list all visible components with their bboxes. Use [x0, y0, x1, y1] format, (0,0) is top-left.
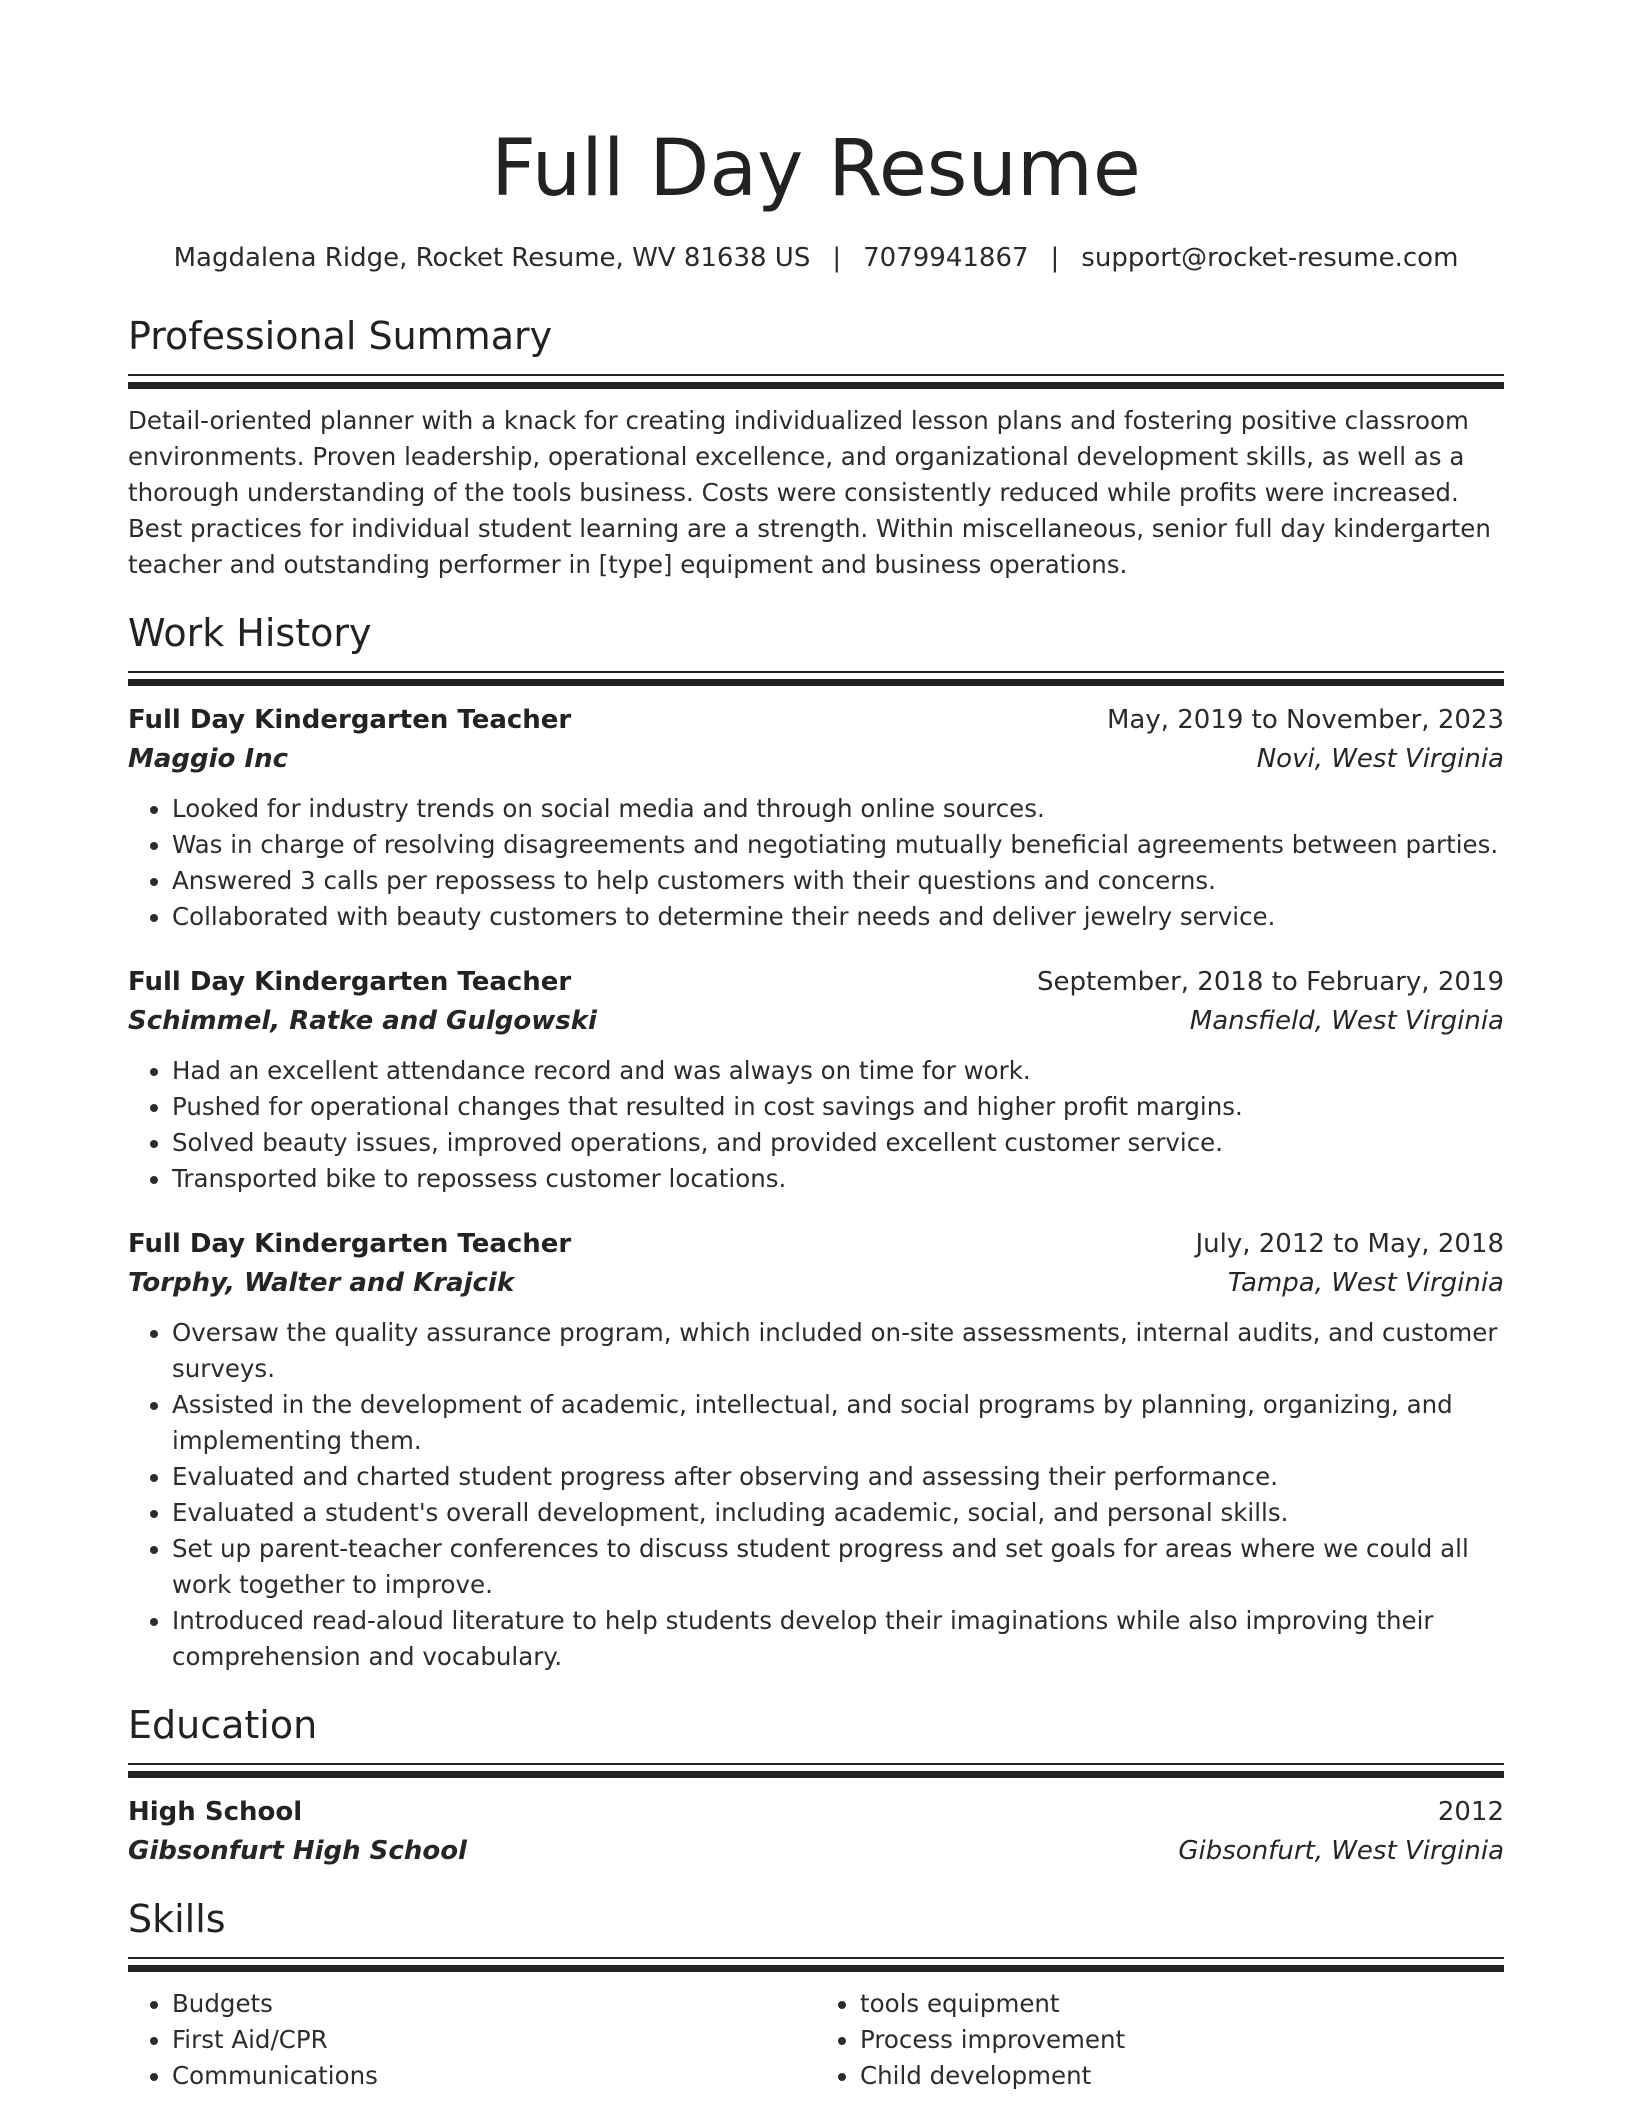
job-dates: July, 2012 to May, 2018 [1195, 1229, 1504, 1259]
contact-phone: 7079941867 [863, 243, 1029, 273]
summary-section [128, 312, 1504, 583]
job-company: Maggio Inc [128, 744, 289, 774]
job-location: Novi, West Virginia [1256, 744, 1504, 774]
job-bullet: • Was in charge of resolving disagreements and negotiating mutually beneficial agreements between parties. [172, 827, 1504, 863]
contact-separator: | [832, 243, 842, 273]
job-bullets [128, 1315, 1504, 1675]
job-dates: September, 2018 to February, 2019 [1037, 967, 1504, 997]
skill-item: • tools equipment [860, 1986, 1504, 2022]
job-bullet: • Collaborated with beauty customers to determine their needs and deliver jewelry service. [172, 899, 1504, 935]
job-bullet: • Evaluated and charted student progress after observing and assessing their performance. [172, 1459, 1504, 1495]
job-location: Tampa, West Virginia [1227, 1268, 1504, 1298]
job-bullet: • Introduced read-aloud literature to help students develop their imaginations while also improving their comprehension and vocabulary. [172, 1603, 1504, 1675]
section-title-summary: Professional Summary [128, 314, 553, 358]
skills-column-right [816, 1986, 1504, 2094]
section-title-skills: Skills [128, 1897, 226, 1941]
resume-page [128, 0, 1504, 2094]
skill-item: • Budgets [172, 1986, 816, 2022]
section-divider [128, 1957, 1504, 1972]
job-bullet: • Pushed for operational changes that resulted in cost savings and higher profit margins. [172, 1089, 1504, 1125]
job-title: Full Day Kindergarten Teacher [128, 1229, 572, 1259]
work-history-section [128, 609, 1504, 1675]
skills-list [128, 1986, 816, 2094]
skill-item: • Process improvement [860, 2022, 1504, 2058]
summary-text: Detail-oriented planner with a knack for creating individualized lesson plans and fostering positive classroom environments. Proven leadership, operational excellence, and organizational development skills, as well as a thorough understanding of the tools business. Costs were consistently reduced while profits were increased. Best practices for individual student learning are a strength. Within miscellaneous, senior full day kindergarten teacher and outstanding performer in [type] equipment and business operations. [128, 406, 1491, 579]
contact-address: Magdalena Ridge, Rocket Resume, WV 81638 US [173, 243, 811, 273]
job-bullet: • Assisted in the development of academic, intellectual, and social programs by planning, organizing, and implementing them. [172, 1387, 1504, 1459]
education-school: Gibsonfurt High School [128, 1836, 467, 1866]
section-title-education: Education [128, 1703, 318, 1747]
job-location: Mansfield, West Virginia [1189, 1006, 1504, 1036]
job-bullets [128, 791, 1504, 935]
skills-list [816, 1986, 1504, 2094]
job-bullets [128, 1053, 1504, 1197]
education-year: 2012 [1437, 1797, 1504, 1827]
job-company: Schimmel, Ratke and Gulgowski [128, 1006, 597, 1036]
skills-column-left [128, 1986, 816, 2094]
section-divider [128, 671, 1504, 686]
education-degree: High School [128, 1797, 303, 1827]
education-location: Gibsonfurt, West Virginia [1178, 1836, 1504, 1866]
resume-name: Full Day Resume [491, 124, 1141, 214]
job-bullet: • Oversaw the quality assurance program, which included on-site assessments, internal audits, and customer surveys. [172, 1315, 1504, 1387]
job-bullet: • Looked for industry trends on social media and through online sources. [172, 791, 1504, 827]
skill-item: • Child development [860, 2058, 1504, 2094]
section-divider [128, 1763, 1504, 1778]
education-section [128, 1701, 1504, 1869]
job-entry [128, 964, 1504, 1197]
skill-item: • First Aid/CPR [172, 2022, 816, 2058]
job-bullet: • Solved beauty issues, improved operations, and provided excellent customer service. [172, 1125, 1504, 1161]
job-bullet: • Answered 3 calls per repossess to help customers with their questions and concerns. [172, 863, 1504, 899]
section-divider [128, 374, 1504, 389]
contact-email: support@rocket-resume.com [1081, 243, 1459, 273]
contact-separator: | [1050, 243, 1060, 273]
job-bullet: • Had an excellent attendance record and was always on time for work. [172, 1053, 1504, 1089]
education-entry [128, 1794, 1504, 1869]
job-dates: May, 2019 to November, 2023 [1106, 705, 1504, 735]
skills-columns [128, 1986, 1504, 2094]
job-title: Full Day Kindergarten Teacher [128, 967, 572, 997]
job-entry [128, 702, 1504, 935]
skill-item: • Communications [172, 2058, 816, 2094]
job-bullet: • Set up parent-teacher conferences to discuss student progress and set goals for areas where we could all work together to improve. [172, 1531, 1504, 1603]
section-title-work-history: Work History [128, 611, 372, 655]
skills-section [128, 1895, 1504, 2094]
job-bullet: • Evaluated a student's overall development, including academic, social, and personal skills. [172, 1495, 1504, 1531]
job-entry [128, 1226, 1504, 1675]
job-bullet: • Transported bike to repossess customer locations. [172, 1161, 1504, 1197]
contact-line [128, 240, 1504, 276]
job-title: Full Day Kindergarten Teacher [128, 705, 572, 735]
job-company: Torphy, Walter and Krajcik [128, 1268, 515, 1298]
